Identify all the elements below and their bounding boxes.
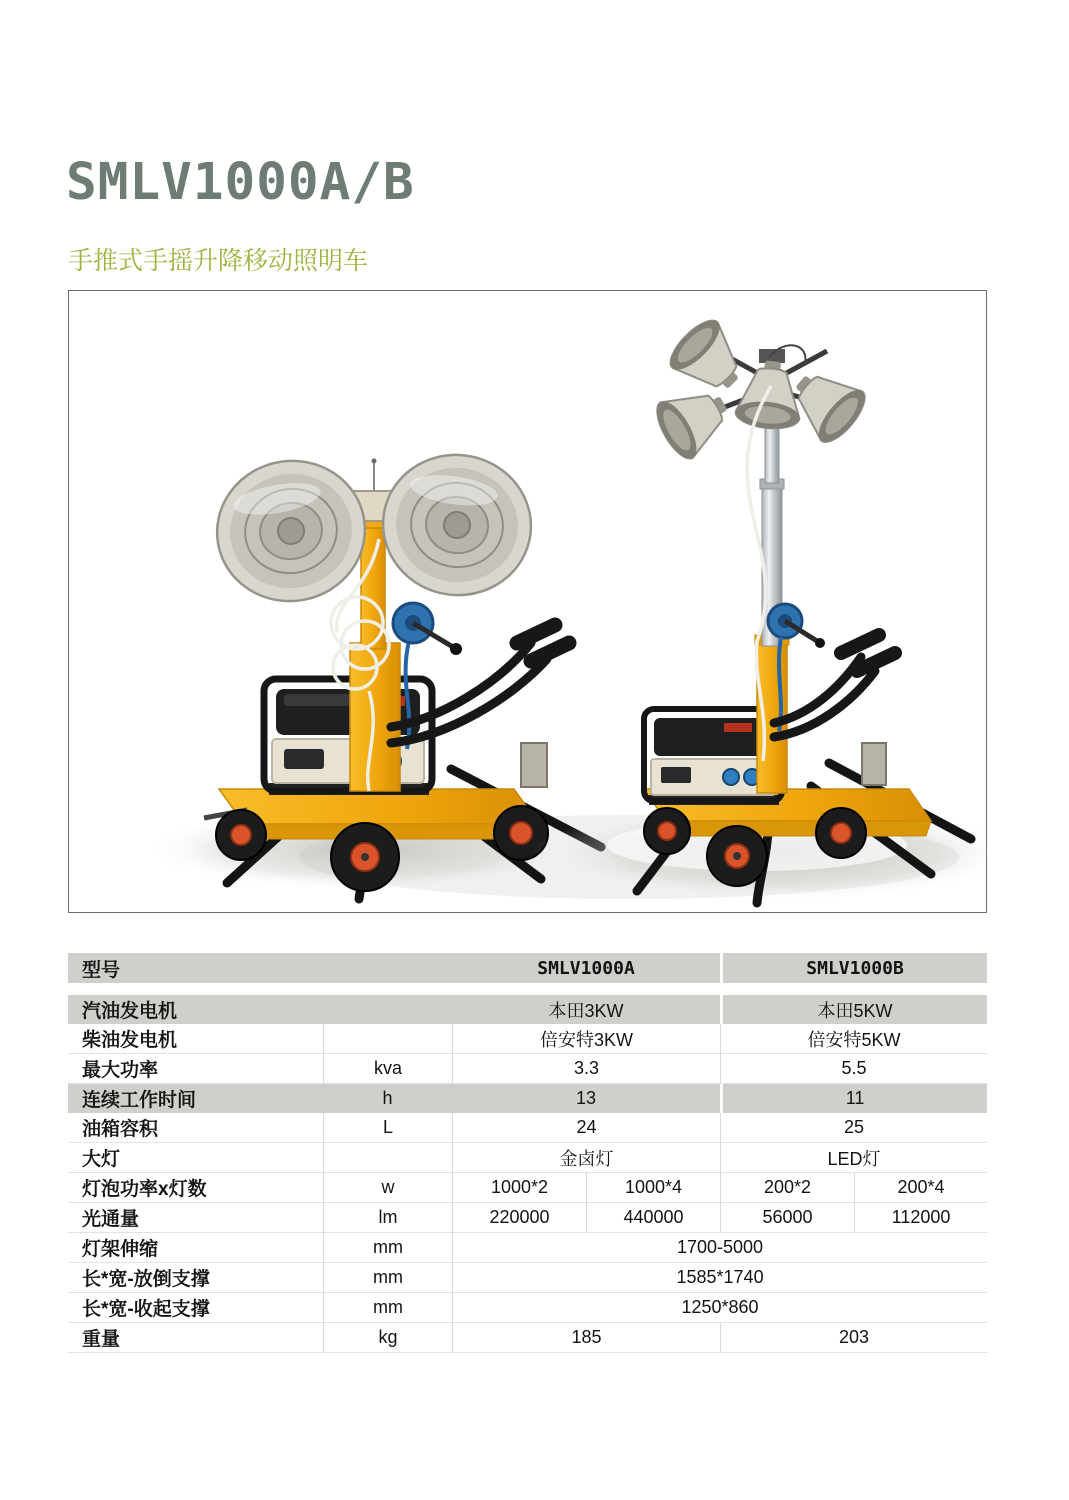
table-row	[68, 1293, 987, 1323]
spacer	[68, 983, 987, 995]
spec-value: 1000*2	[452, 1173, 586, 1203]
spec-value: 200*4	[854, 1173, 987, 1203]
spec-label: 大灯	[68, 1143, 323, 1173]
spec-label: 柴油发电机	[68, 1024, 323, 1054]
table-row	[68, 1203, 987, 1233]
spec-value: 56000	[720, 1203, 854, 1233]
spec-unit	[323, 1024, 452, 1054]
spec-label: 连续工作时间	[68, 1084, 323, 1113]
spec-value: 倍安特3KW	[452, 1024, 720, 1054]
spec-value: 440000	[586, 1203, 720, 1233]
spec-label: 型号	[68, 953, 452, 983]
table-row	[68, 1113, 987, 1143]
spec-value: 220000	[452, 1203, 586, 1233]
table-row	[68, 1054, 987, 1084]
spec-value: LED灯	[720, 1143, 987, 1173]
spec-unit: kva	[323, 1054, 452, 1084]
spec-value: 24	[452, 1113, 720, 1143]
spec-value: 倍安特5KW	[720, 1024, 987, 1054]
table-row	[68, 1233, 987, 1263]
spec-value: 203	[720, 1323, 987, 1353]
spec-unit: mm	[323, 1233, 452, 1263]
spec-value: 185	[452, 1323, 720, 1353]
spec-label: 灯泡功率x灯数	[68, 1173, 323, 1203]
spec-value: 本田3KW	[452, 995, 720, 1024]
spec-label: 长*宽-放倒支撑	[68, 1263, 323, 1293]
push-handle-b	[774, 635, 895, 737]
model-b-header: SMLV1000B	[720, 953, 987, 983]
table-row	[68, 1263, 987, 1293]
table-row	[68, 1084, 987, 1113]
spec-value: 200*2	[720, 1173, 854, 1203]
table-row	[68, 1143, 987, 1173]
spec-unit: w	[323, 1173, 452, 1203]
spec-value: 1585*1740	[452, 1263, 987, 1293]
spec-label: 重量	[68, 1323, 323, 1353]
page-title: SMLV1000A/B	[66, 153, 415, 212]
spec-unit: h	[323, 1084, 452, 1113]
spec-label: 最大功率	[68, 1054, 323, 1084]
spec-value: 5.5	[720, 1054, 987, 1084]
tower-a-illustration	[144, 445, 601, 899]
spec-unit: mm	[323, 1293, 452, 1323]
spec-unit: L	[323, 1113, 452, 1143]
table-header-row	[68, 953, 987, 983]
table-row	[68, 1024, 987, 1054]
spec-unit: lm	[323, 1203, 452, 1233]
tower-b-illustration	[532, 313, 986, 903]
product-photo-illustration	[69, 291, 986, 912]
spec-value: 本田5KW	[720, 995, 987, 1024]
spec-unit: mm	[323, 1263, 452, 1293]
spec-unit: kg	[323, 1323, 452, 1353]
spec-label: 光通量	[68, 1203, 323, 1233]
table-row	[68, 1173, 987, 1203]
spec-label: 灯架伸缩	[68, 1233, 323, 1263]
spec-unit	[323, 1143, 452, 1173]
spec-label: 油箱容积	[68, 1113, 323, 1143]
table-spacer-row	[68, 983, 987, 995]
spec-value: 金卤灯	[452, 1143, 720, 1173]
table-row	[68, 995, 987, 1024]
model-a-header: SMLV1000A	[452, 953, 720, 983]
page-subtitle: 手推式手摇升降移动照明车	[68, 247, 369, 275]
spec-label: 长*宽-收起支撑	[68, 1293, 323, 1323]
spec-label: 汽油发电机	[68, 995, 452, 1024]
table-row	[68, 1323, 987, 1353]
spec-value: 13	[452, 1084, 720, 1113]
product-photo	[68, 290, 987, 913]
spec-value: 25	[720, 1113, 987, 1143]
spec-value: 11	[720, 1084, 987, 1113]
spec-value: 112000	[854, 1203, 987, 1233]
spec-table	[68, 953, 987, 1353]
spec-value: 1700-5000	[452, 1233, 987, 1263]
spec-value: 1000*4	[586, 1173, 720, 1203]
spec-value: 1250*860	[452, 1293, 987, 1323]
spec-value: 3.3	[452, 1054, 720, 1084]
